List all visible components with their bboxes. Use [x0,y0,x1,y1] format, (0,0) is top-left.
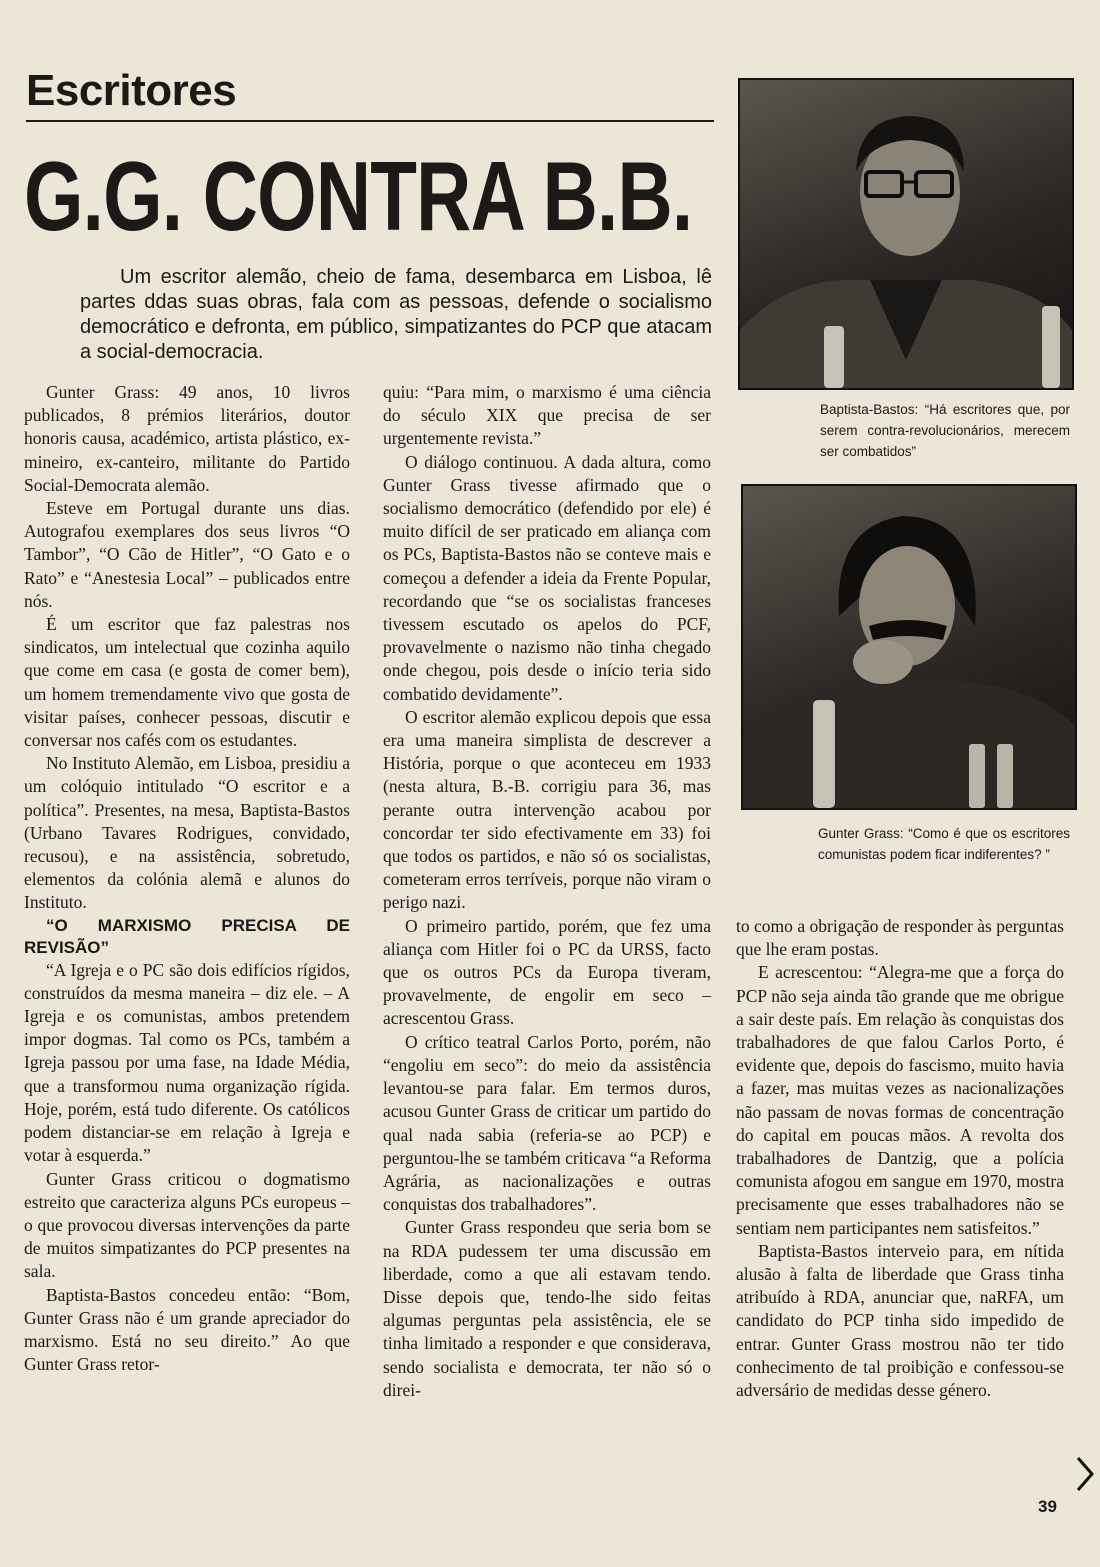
photo-baptista-bastos [738,78,1074,390]
article-column-2 [383,381,711,1402]
photo-caption: Baptista-Bastos: “Há escritores que, por serem contra-revolucionários, merecem ser combatidos” [820,402,1070,459]
article-paragraph: O escritor alemão explicou depois que essa era uma maneira simplista de descrever a História, porque o que aconteceu em 1933 (nesta altura, B.-B. corrigiu para 36, mas perante outra intervenção acabou por concordar ter sido efectivamente em 33) foi que todos os partidos, e não só os socialistas, cometeram erros terríveis, porque não viram o perigo nazi. [383,706,711,913]
article-paragraph: Gunter Grass criticou o dogmatismo estreito que caracteriza alguns PCs europeus – o que provocou diversas intervenções da parte de muitos simpatizantes do PCP presentes na sala. [24,1168,350,1282]
article-paragraph: É um escritor que faz palestras nos sindicatos, um intelectual que cozinha aquilo que come em casa (e gosta de comer bem), um homem tremendamente vivo que gosta de visitar países, conhecer pessoas, discutir e conversar nos cafés com os estudantes. [24,614,350,751]
page-number: 39 [1038,1497,1057,1516]
section-rule [26,120,714,122]
chevron-right-icon[interactable] [1074,1452,1096,1496]
portrait-illustration [743,486,1075,808]
portrait-illustration [740,80,1072,388]
article-paragraph: Baptista-Bastos concedeu então: “Bom, Gunter Grass não é um grande apreciador do marxismo. Está no seu direito.” Ao que Gunter Grass retor- [24,1284,350,1375]
article-subheading: “O MARXISMO PRECISA DE REVISÃO” [24,915,350,957]
article-paragraph: O diálogo continuou. A dada altura, como Gunter Grass tivesse afirmado que o socialismo democrático (defendido por ele) é muito difícil de ser praticado em aliança com os PCs, Baptista-Bastos não se conteve mais e começou a defender a ideia da Frente Popular, recordando que “se os socialistas franceses tivessem escutado os apelos do PCF, provavelmente o nazismo não tinha chegado onde chegou, pois desde o início teria sido combatido devidamente”. [383,451,711,704]
article-paragraph: Gunter Grass respondeu que seria bom se na RDA pudessem ter uma discussão em liberdade, como a que ali estavam tendo. Disse depois que, tendo-lhe sido feitas algumas perguntas pela assistência, ele se tinha limitado a responder e que considerava, sendo socialista e democrata, ter não só o direi- [383,1217,711,1400]
article-paragraph: Gunter Grass: 49 anos, 10 livros publicados, 8 prémios literários, doutor honoris causa, académico, artista plástico, ex-mineiro, ex-canteiro, militante do Partido Social-Democrata alemão. [24,382,350,495]
article-paragraph: “A Igreja e o PC são dois edifícios rígidos, construídos da mesma maneira – diz ele. – A Igreja e os comunistas, ambos pretendem impor dogmas. Tal como os PCs, também a Igreja passou por uma fase, na Idade Média, que a transformou numa organização rígida. Hoje, porém, está tudo diferente. Os católicos podem distanciar-se em relação à Igreja e votar à esquerda.” [24,959,350,1166]
headline: G.G. CONTRA B.B. [24,141,693,251]
article-paragraph: Baptista-Bastos interveio para, em nítida alusão à falta de liberdade que Grass tinha atribuído à RDA, anunciar que, naRFA, um candidato do PCP tinha sido impedido de entrar. Gunter Grass mostrou não ter tido conhecimento de tal proibição e confessou-se adversário de medidas desse género. [736,1240,1064,1401]
article-paragraph: No Instituto Alemão, em Lisboa, presidiu a um colóquio intitulado “O escritor e a política”. Presentes, na mesa, Baptista-Bastos (Urbano Tavares Rodrigues, convidado, recusou), e na assistência, sobretudo, elementos da colónia alemã e alunos do Instituto. [24,753,350,913]
article-column-1 [24,381,350,1376]
article-paragraph: E acrescentou: “Alegra-me que a força do PCP não seja ainda tão grande que me obrigue a sair deste país. Em relação às conquistas dos trabalhadores de que falou Carlos Porto, é evidente que, depois do fascismo, muito havia a fazer, mas muitas vezes as nacionalizações não passam de novas formas de concentração do capital em poucas mãos. A revolta dos trabalhadores de Dantzig, que a polícia comunista afogou em sangue em 1970, mostra precisamente que esses trabalhadores não se sentiam nem participantes nem satisfeitos.” [736,962,1064,1238]
article-paragraph: O crítico teatral Carlos Porto, porém, não “engoliu em seco”: do meio da assistência levantou-se para falar. Em termos duros, acusou Gunter Grass de criticar um partido do qual nada sabia (referia-se ao PCP) e perguntou-lhe se também criticava “a Reforma Agrária, as nacionalizações e outras conquistas dos trabalhadores”. [383,1031,711,1215]
article-paragraph: Esteve em Portugal durante uns dias. Autografou exemplares dos seus livros “O Tambor”, “O Cão de Hitler”, “O Gato e o Rato” e “Anestesia Local” – publicados entre nós. [24,498,350,611]
lead-paragraph: Um escritor alemão, cheio de fama, desembarca em Lisboa, lê partes ddas suas obras, fala com as pessoas, defende o socialismo democrático e defronta, em público, simpatizantes do PCP que atacam a social-democracia. [80,266,712,363]
article-paragraph-continued: quiu: “Para mim, o marxismo é uma ciência do século XIX que precisa de ser urgentemente revista.” [383,382,711,449]
article-paragraph-continued: to como a obrigação de responder às perguntas que lhe eram postas. [736,916,1064,960]
section-label: Escritores [26,66,237,115]
article-paragraph: O primeiro partido, porém, que fez uma aliança com Hitler foi o PC da URSS, facto que os outros PCs da Europa tiveram, provavelmente, de engolir em seco – acrescentou Grass. [383,915,711,1029]
photo-caption: Gunter Grass: “Como é que os escritores comunistas podem ficar indiferentes? ” [818,826,1070,862]
article-column-3 [736,915,1064,1402]
photo-gunter-grass [741,484,1077,810]
